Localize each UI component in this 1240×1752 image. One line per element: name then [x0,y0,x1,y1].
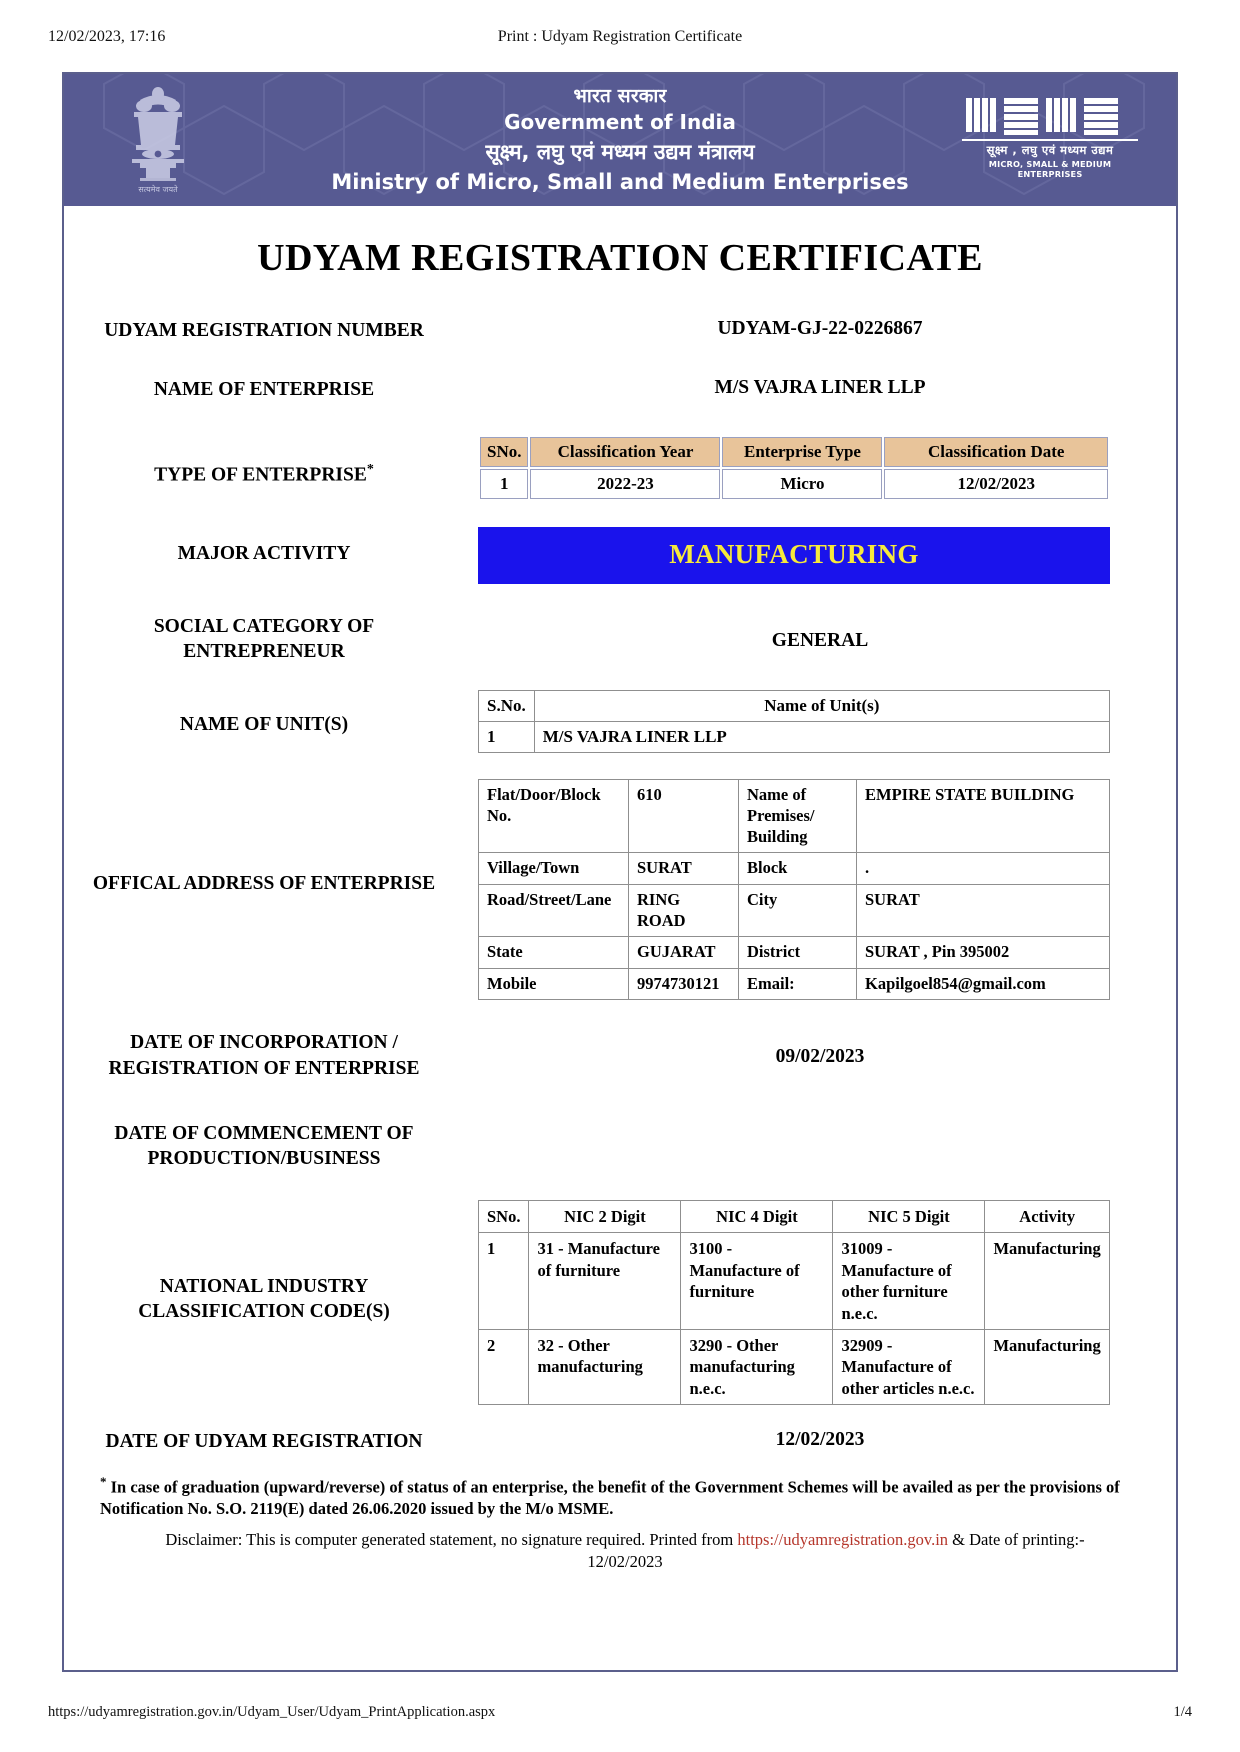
th-nic-4-digit: NIC 4 Digit [681,1200,833,1232]
th-nic-sno: SNo. [479,1200,529,1232]
table-header-row [479,691,1110,722]
print-footer-url: https://udyamregistration.gov.in/Udyam_User/Udyam_PrintApplication.aspx [48,1704,496,1720]
major-activity-label: MAJOR ACTIVITY [177,542,351,564]
td-nic-sno: 1 [479,1233,529,1330]
enterprise-name-value: M/S VAJRA LINER LLP [714,377,926,399]
address-key-road: Road/Street/Lane [479,884,629,936]
note-asterisk-icon: * [100,1473,107,1489]
browser-print-footer [0,1704,1240,1724]
date-incorporation-label: DATE OF INCORPORATION / REGISTRATION OF ENTERPRISE [108,1032,420,1079]
table-row [479,1329,1110,1404]
th-enterprise-type: Enterprise Type [722,437,882,467]
td-unit-name: M/S VAJRA LINER LLP [534,722,1109,753]
th-nic-5-digit: NIC 5 Digit [833,1200,985,1232]
address-value-state: GUJARAT [629,937,739,969]
browser-print-header [0,28,1240,50]
date-incorporation-value: 09/02/2023 [775,1046,865,1068]
address-value-premises: EMPIRE STATE BUILDING [857,780,1110,853]
row-type-of-enterprise [64,435,1176,501]
row-date-of-incorporation [64,1030,1176,1081]
address-key-block: Block [739,853,857,885]
enterprise-name-label: NAME OF ENTERPRISE [153,379,375,401]
address-key-state: State [479,937,629,969]
official-address-label: OFFICAL ADDRESS OF ENTERPRISE [92,873,436,895]
banner-english-government: Government of India [504,110,736,135]
nic-table [478,1200,1110,1406]
table-row [479,780,1110,853]
td-nic-4-digit: 3290 - Other manufacturing n.e.c. [681,1329,833,1404]
registration-number-value: UDYAM-GJ-22-0226867 [717,318,923,339]
msme-wordmark-icon [964,94,1136,136]
td-nic-4-digit: 3100 - Manufacture of furniture [681,1233,833,1330]
print-timestamp: 12/02/2023, 17:16 [48,28,166,45]
banner-hindi-ministry: सूक्ष्म, लघु एवं मध्यम उद्यम मंत्रालय [485,139,755,164]
address-key-district: District [739,937,857,969]
date-registration-value: 12/02/2023 [775,1429,865,1451]
td-nic-5-digit: 32909 - Manufacture of other articles n.e.c. [833,1329,985,1404]
table-row [479,1233,1110,1330]
page-title: UDYAM REGISTRATION CERTIFICATE [257,237,983,279]
th-nic-2-digit: NIC 2 Digit [529,1200,681,1232]
td-classification-date: 12/02/2023 [884,469,1108,499]
nic-label: NATIONAL INDUSTRY CLASSIFICATION CODE(S) [138,1275,390,1323]
td-nic-activity: Manufacturing [985,1233,1110,1330]
td-nic-sno: 2 [479,1329,529,1404]
certificate-container [62,72,1178,1672]
row-enterprise-name [64,377,1176,402]
th-classification-date: Classification Date [884,437,1108,467]
th-classification-year: Classification Year [530,437,720,467]
address-key-village: Village/Town [479,853,629,885]
address-key-city: City [739,884,857,936]
svg-text:सत्यमेव जयते: सत्यमेव जयते [138,185,178,194]
th-unit-name: Name of Unit(s) [534,691,1109,722]
msme-english-subtitle: MICRO, SMALL & MEDIUM ENTERPRISES [988,159,1112,179]
nic-table-wrapper [478,1200,1110,1406]
row-date-of-udyam-registration [64,1429,1176,1454]
address-table [478,779,1110,1000]
print-document-title: Print : Udyam Registration Certificate [497,28,743,45]
msme-hindi-subtitle: सूक्ष्म , लघु एवं मध्यम उद्यम [986,143,1114,157]
table-header-row [479,1200,1110,1232]
th-nic-activity: Activity [985,1200,1110,1232]
table-row [479,722,1110,753]
table-row [479,937,1110,969]
units-table [478,690,1110,753]
row-name-of-units [64,690,1176,753]
td-nic-activity: Manufacturing [985,1329,1110,1404]
address-value-flat: 610 [629,780,739,853]
table-row [479,968,1110,1000]
address-value-city: SURAT [857,884,1110,936]
table-row [480,469,1108,499]
row-official-address [64,779,1176,1000]
row-date-of-commencement [64,1121,1176,1172]
graduation-note [100,1473,1150,1521]
td-enterprise-type: Micro [722,469,882,499]
major-activity-banner: MANUFACTURING [478,527,1110,584]
table-header-row [480,437,1108,467]
type-of-enterprise-label-text: TYPE OF ENTERPRISE [154,464,367,486]
name-of-units-label: NAME OF UNIT(S) [179,714,349,736]
row-social-category [64,614,1176,665]
date-commencement-label: DATE OF COMMENCEMENT OF PRODUCTION/BUSINESS [114,1123,414,1170]
address-value-village: SURAT [629,853,739,885]
disclaimer [100,1529,1150,1574]
td-unit-sno: 1 [479,722,535,753]
units-table-wrapper [478,690,1110,753]
address-key-email: Email: [739,968,857,1000]
footnote-asterisk: * [366,461,374,477]
td-nic-5-digit: 31009 - Manufacture of other furniture n.e.c. [833,1233,985,1330]
address-value-email: Kapilgoel854@gmail.com [857,968,1110,1000]
td-nic-2-digit: 31 - Manufacture of furniture [529,1233,681,1330]
date-registration-label: DATE OF UDYAM REGISTRATION [105,1431,423,1453]
address-value-block: . [857,853,1110,885]
social-category-label: SOCIAL CATEGORY OF ENTREPRENEUR [153,615,375,663]
table-row [479,884,1110,936]
td-sno: 1 [480,469,528,499]
address-value-mobile: 9974730121 [629,968,739,1000]
classification-table-wrapper [478,435,1110,501]
banner-english-ministry: Ministry of Micro, Small and Medium Enterprises [331,169,909,194]
type-of-enterprise-label [64,435,464,488]
print-page-number: 1/4 [1173,1704,1192,1720]
row-major-activity [64,527,1176,584]
government-banner [64,74,1176,206]
udyam-registration-link[interactable]: https://udyamregistration.gov.in [737,1529,949,1549]
address-value-district: SURAT , Pin 395002 [857,937,1110,969]
address-key-flat: Flat/Door/Block No. [479,780,629,853]
disclaimer-prefix: Disclaimer: This is computer generated statement, no signature required. Printed from [165,1529,738,1549]
social-category-value: GENERAL [771,629,869,651]
row-nic-codes [64,1200,1176,1406]
address-value-road: RING ROAD [629,884,739,936]
disclaimer-date: 12/02/2023 [587,1551,663,1571]
table-row [479,853,1110,885]
footer-notes [64,1473,1176,1574]
address-key-mobile: Mobile [479,968,629,1000]
th-unit-sno: S.No. [479,691,535,722]
banner-hindi-government: भारत सरकार [573,85,667,107]
td-classification-year: 2022-23 [530,469,720,499]
disclaimer-mid: & Date of printing:- [948,1529,1085,1549]
msme-logo [960,94,1140,179]
registration-number-label: UDYAM REGISTRATION NUMBER [104,320,424,341]
graduation-note-text: In case of graduation (upward/reverse) of status of an enterprise, the benefit of the Government Schemes will be availed as per the provisions of Notification No. S.O. 2119(E) dated 26.06.2020 issued by the M/o MSME. [100,1477,1120,1519]
row-registration-number [64,318,1176,343]
classification-table [478,435,1110,501]
address-key-premises: Name of Premises/ Building [739,780,857,853]
td-nic-2-digit: 32 - Other manufacturing [529,1329,681,1404]
th-sno: SNo. [480,437,528,467]
address-table-wrapper [478,779,1110,1000]
